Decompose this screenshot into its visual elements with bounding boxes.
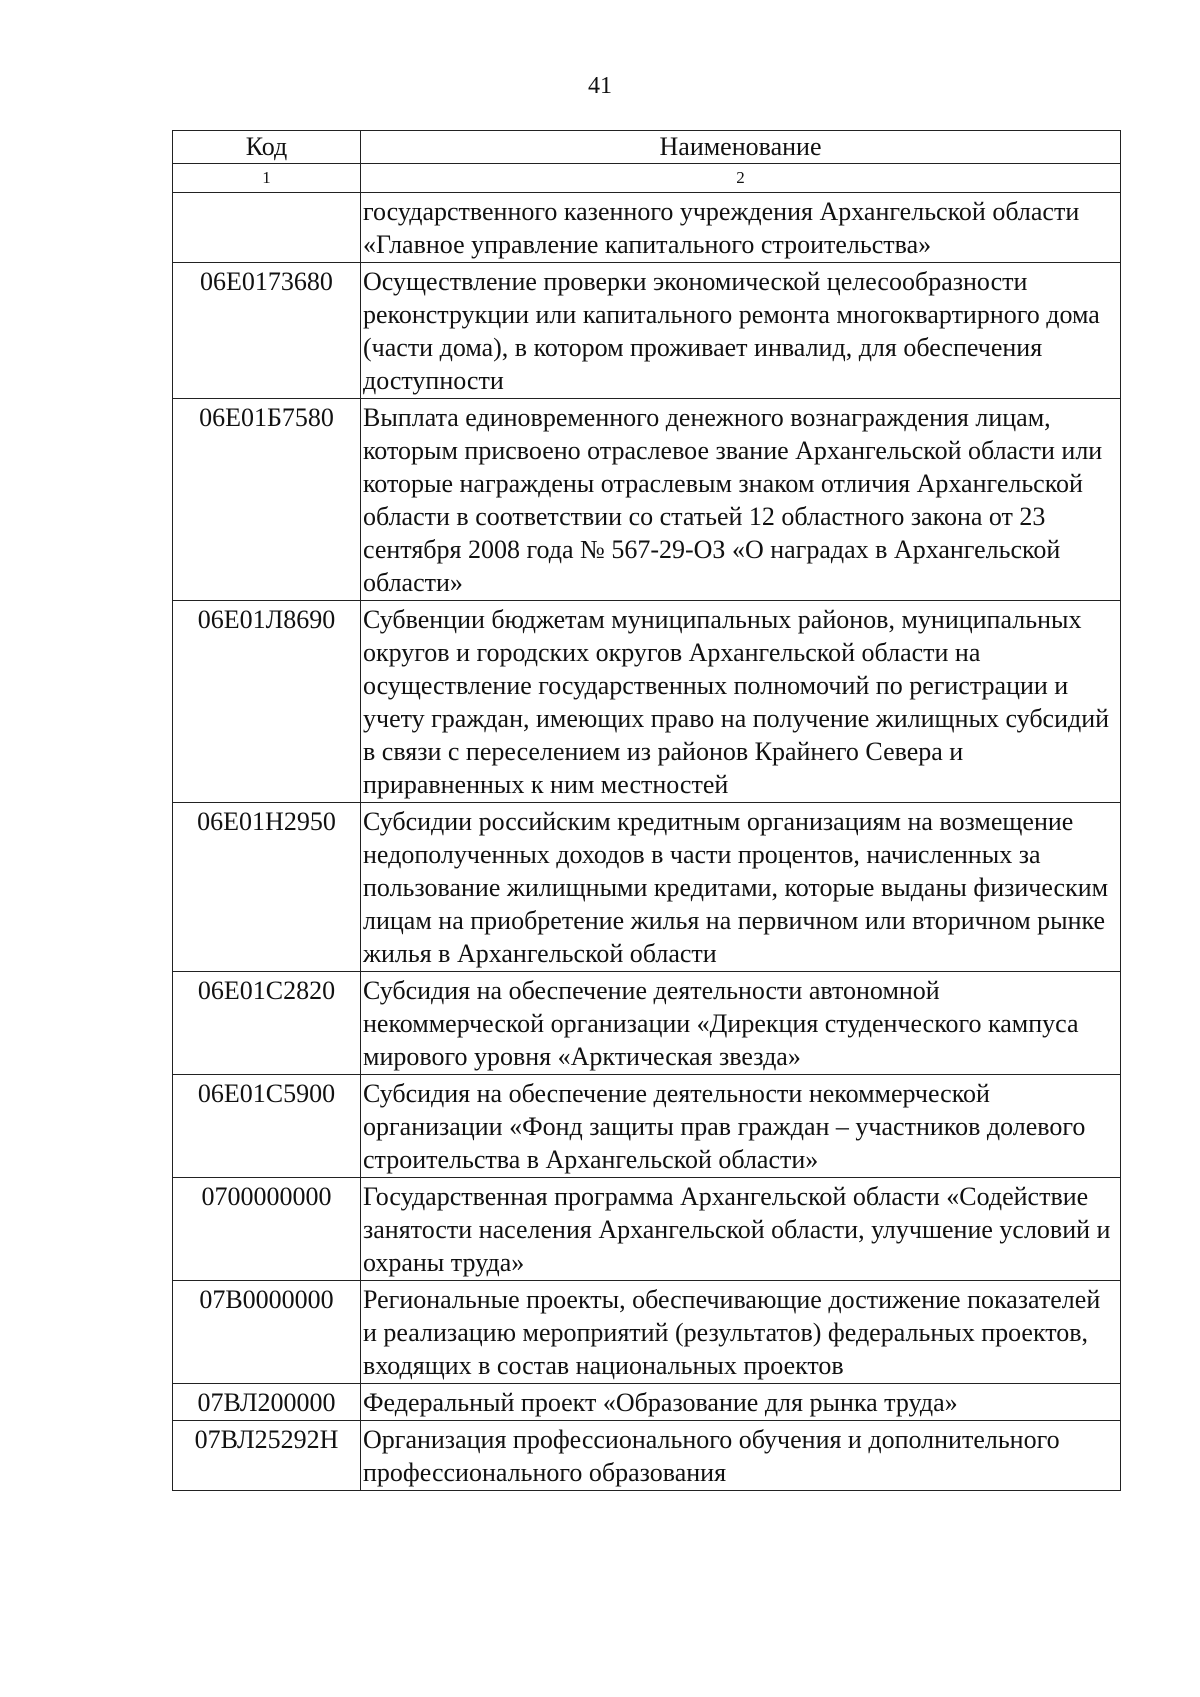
page-number: 41 bbox=[588, 73, 612, 99]
table-row bbox=[173, 803, 1121, 972]
row-name: Субсидии российским кредитным организациям на возмещение недополученных доходов в части процентов, начисленных за пользование жилищными кредитами, которые выданы физическим лицам на приобретение жилья на первичном или вторичном рынке жилья в Архангельской области bbox=[361, 803, 1121, 972]
row-code: 06Е01С2820 bbox=[173, 972, 361, 1075]
row-name: Организация профессионального обучения и дополнительного профессионального образования bbox=[361, 1421, 1121, 1491]
table-row bbox=[173, 193, 1121, 263]
row-name: Выплата единовременного денежного вознаграждения лицам, которым присвоено отраслевое звание Архангельской области или которые награждены отраслевым знаком отличия Архангельской области в соответствии со статьей 12 областного закона от 23 сентября 2008 года № 567-29-ОЗ «О наградах в Архангельской области» bbox=[361, 399, 1121, 601]
table-row bbox=[173, 399, 1121, 601]
row-code: 06Е01Н2950 bbox=[173, 803, 361, 972]
row-code: 06Е0173680 bbox=[173, 263, 361, 399]
row-name: Федеральный проект «Образование для рынка труда» bbox=[361, 1384, 1121, 1421]
row-name: государственного казенного учреждения Архангельской области «Главное управление капитального строительства» bbox=[361, 193, 1121, 263]
row-name: Осуществление проверки экономической целесообразности реконструкции или капитального ремонта многоквартирного дома (части дома), в котором проживает инвалид, для обеспечения доступности bbox=[361, 263, 1121, 399]
row-name: Субвенции бюджетам муниципальных районов, муниципальных округов и городских округов Архангельской области на осуществление государственных полномочий по регистрации и учету граждан, имеющих право на получение жилищных субсидий в связи с переселением из районов Крайнего Севера и приравненных к ним местностей bbox=[361, 601, 1121, 803]
header-name: Наименование bbox=[361, 131, 1121, 164]
column-number-code: 1 bbox=[173, 164, 361, 193]
table-header bbox=[173, 131, 1121, 193]
row-code: 07ВЛ200000 bbox=[173, 1384, 361, 1421]
column-number-row bbox=[173, 164, 1121, 193]
row-code: 07ВЛ25292Н bbox=[173, 1421, 361, 1491]
row-name: Субсидия на обеспечение деятельности некоммерческой организации «Фонд защиты прав граждан – участников долевого строительства в Архангельской области» bbox=[361, 1075, 1121, 1178]
table-row bbox=[173, 1178, 1121, 1281]
table-row bbox=[173, 1281, 1121, 1384]
header-row bbox=[173, 131, 1121, 164]
row-code bbox=[173, 193, 361, 263]
row-code: 07В0000000 bbox=[173, 1281, 361, 1384]
column-number-name: 2 bbox=[361, 164, 1121, 193]
budget-code-table bbox=[172, 130, 1121, 1491]
row-code: 06Е01Б7580 bbox=[173, 399, 361, 601]
table-row bbox=[173, 1384, 1121, 1421]
table-row bbox=[173, 1421, 1121, 1491]
table-row bbox=[173, 263, 1121, 399]
row-name: Государственная программа Архангельской области «Содействие занятости населения Архангельской области, улучшение условий и охраны труда» bbox=[361, 1178, 1121, 1281]
table-row bbox=[173, 601, 1121, 803]
row-name: Субсидия на обеспечение деятельности автономной некоммерческой организации «Дирекция студенческого кампуса мирового уровня «Арктическая звезда» bbox=[361, 972, 1121, 1075]
row-code: 06Е01С5900 bbox=[173, 1075, 361, 1178]
row-code: 0700000000 bbox=[173, 1178, 361, 1281]
table-row bbox=[173, 1075, 1121, 1178]
table-body bbox=[173, 193, 1121, 1491]
header-code: Код bbox=[173, 131, 361, 164]
row-name: Региональные проекты, обеспечивающие достижение показателей и реализацию мероприятий (результатов) федеральных проектов, входящих в состав национальных проектов bbox=[361, 1281, 1121, 1384]
row-code: 06Е01Л8690 bbox=[173, 601, 361, 803]
table-row bbox=[173, 972, 1121, 1075]
